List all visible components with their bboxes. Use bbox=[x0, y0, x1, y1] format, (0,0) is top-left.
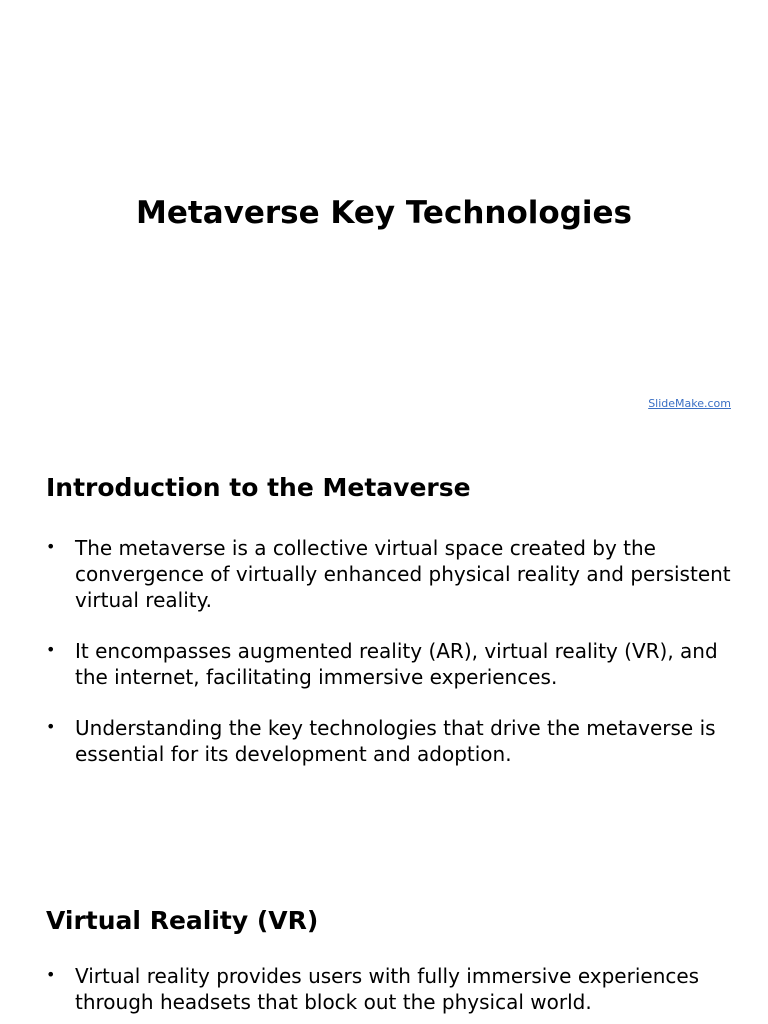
bullet-item bbox=[46, 535, 736, 613]
bullet-dot-icon: • bbox=[46, 537, 56, 556]
slide-title: Metaverse Key Technologies bbox=[136, 195, 632, 231]
bullet-text: Understanding the key technologies that drive the metaverse is essential for its development and adoption. bbox=[75, 716, 716, 766]
bullet-text: The metaverse is a collective virtual space created by the convergence of virtually enhanced physical reality and persistent virtual reality. bbox=[75, 536, 731, 612]
bullet-text: It encompasses augmented reality (AR), virtual reality (VR), and the internet, facilitating immersive experiences. bbox=[75, 639, 718, 689]
bullet-item bbox=[46, 715, 736, 767]
bullet-item bbox=[46, 963, 736, 1015]
section-introduction bbox=[46, 472, 736, 792]
bullet-list bbox=[46, 963, 736, 1015]
bullet-dot-icon: • bbox=[46, 717, 56, 736]
section-virtual-reality bbox=[46, 905, 736, 1024]
bullet-text: Virtual reality provides users with fully immersive experiences through headsets that block out the physical world. bbox=[75, 964, 700, 1014]
section-heading: Introduction to the Metaverse bbox=[46, 473, 471, 502]
bullet-list bbox=[46, 535, 736, 767]
bullet-dot-icon: • bbox=[46, 965, 56, 984]
section-heading: Virtual Reality (VR) bbox=[46, 906, 319, 935]
bullet-dot-icon: • bbox=[46, 640, 56, 659]
slidemake-credit-link[interactable]: SlideMake.com bbox=[648, 397, 731, 410]
bullet-item bbox=[46, 638, 736, 690]
